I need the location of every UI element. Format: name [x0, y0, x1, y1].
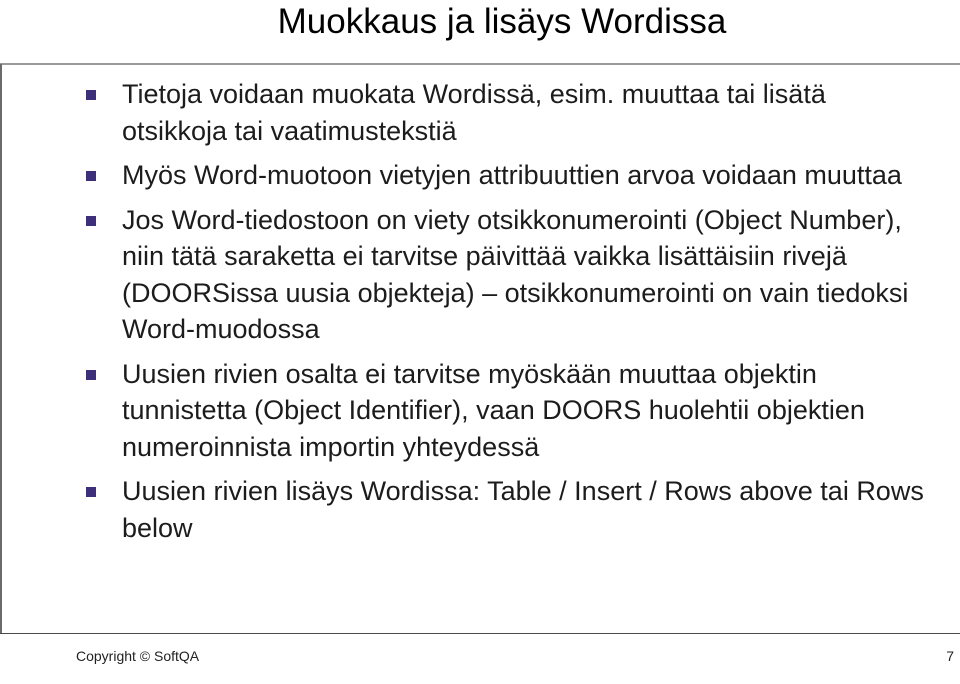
- bullet-item: [122, 473, 932, 546]
- bullet-text: Myös Word-muotoon vietyjen attribuuttien arvoa voidaan muuttaa: [122, 160, 902, 190]
- square-bullet-icon: [86, 216, 96, 226]
- slide-title: Muokkaus ja lisäys Wordissa: [277, 2, 727, 41]
- square-bullet-icon: [86, 171, 96, 181]
- square-bullet-icon: [86, 370, 96, 380]
- square-bullet-icon: [86, 487, 96, 497]
- bullet-text: Tietoja voidaan muokata Wordissä, esim. muuttaa tai lisätä otsikkoja tai vaatimustekstiä: [122, 79, 826, 146]
- bullet-item: [122, 76, 932, 149]
- left-divider: [0, 64, 2, 634]
- footer-divider: [0, 633, 960, 634]
- bullet-list: [122, 76, 932, 554]
- bullet-text: Uusien rivien lisäys Wordissa: Table / Insert / Rows above tai Rows below: [122, 476, 924, 543]
- square-bullet-icon: [86, 90, 96, 100]
- bullet-text: Jos Word-tiedostoon on viety otsikkonumerointi (Object Number), niin tätä saraketta ei tarvitse päivittää vaikka lisättäisiin rivejä (DOORSissa uusia objekteja) – otsikkonumerointi on vain tiedoksi Word-muodossa: [122, 204, 909, 344]
- page-number: 7: [946, 648, 954, 664]
- bullet-text: Uusien rivien osalta ei tarvitse myöskään muuttaa objektin tunnistetta (Object Identifier), vaan DOORS huolehtii objektien numeroinnista importin yhteydessä: [122, 358, 865, 462]
- footer-copyright: Copyright © SoftQA: [76, 648, 200, 664]
- bullet-item: [122, 356, 932, 466]
- bullet-item: [122, 202, 932, 348]
- top-divider: [0, 63, 960, 65]
- bullet-item: [122, 157, 932, 194]
